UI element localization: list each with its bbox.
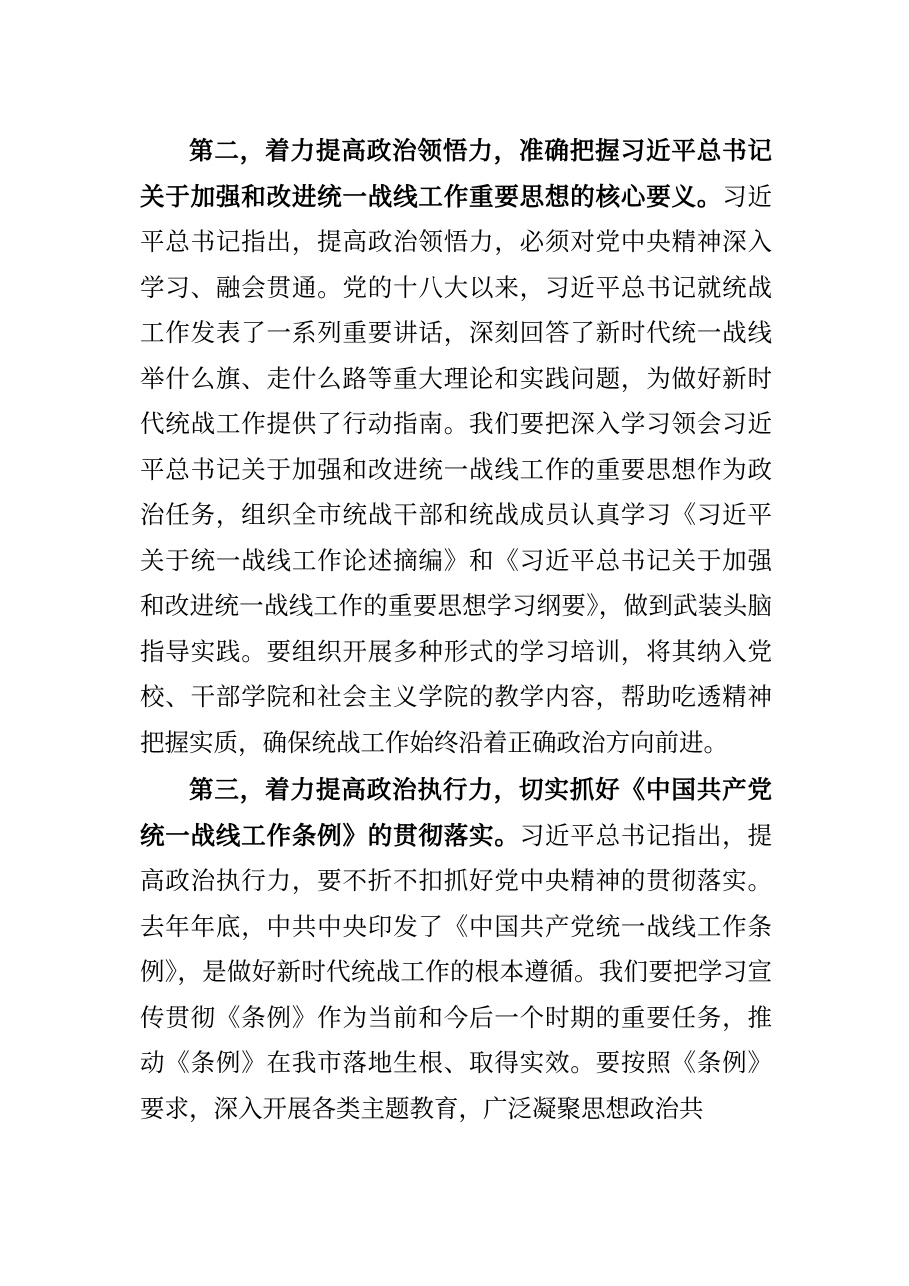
paragraph-body: 习近平总书记指出，提高政治执行力，要不折不扣抓好党中央精神的贯彻落实。去年年底，中共中央印发了《中国共产党统一战线工作条例》，是做好新时代统战工作的根本遵循。我们要把学习宣传贯彻《条例》作为当前和今后一个时期的重要任务，推动《条例》在我市落地生根、取得实效。要按照《条例》要求，深入开展各类主题教育，广泛凝聚思想政治共	[140, 820, 772, 1123]
paragraph-body: 习近平总书记指出，提高政治领悟力，必须对党中央精神深入学习、融会贯通。党的十八大以来，习近平总书记就统战工作发表了一系列重要讲话，深刻回答了新时代统一战线举什么旗、走什么路等重大理论和实践问题，为做好新时代统战工作提供了行动指南。我们要把深入学习领会习近平总书记关于加强和改进统一战线工作的重要思想作为政治任务，组织全市统战干部和统战成员认真学习《习近平关于统一战线工作论述摘编》和《习近平总书记关于加强和改进统一战线工作的重要思想学习纲要》，做到武装头脑指导实践。要组织开展多种形式的学习培训，将其纳入党校、干部学院和社会主义学院的教学内容，帮助吃透精神把握实质，确保统战工作始终沿着正确政治方向前进。	[140, 181, 772, 757]
paragraph-heading: 第二，着力提高政治领悟力，准确把握习近平总书记关于加强和改进统一战线工作重要思想的核心要义。	[140, 136, 772, 211]
document-page	[140, 128, 772, 1133]
paragraph-second	[140, 128, 772, 765]
paragraph-heading: 第三，着力提高政治执行力，切实抓好《中国共产党统一战线工作条例》的贯彻落实。	[140, 775, 772, 850]
paragraph-third	[140, 767, 772, 1131]
